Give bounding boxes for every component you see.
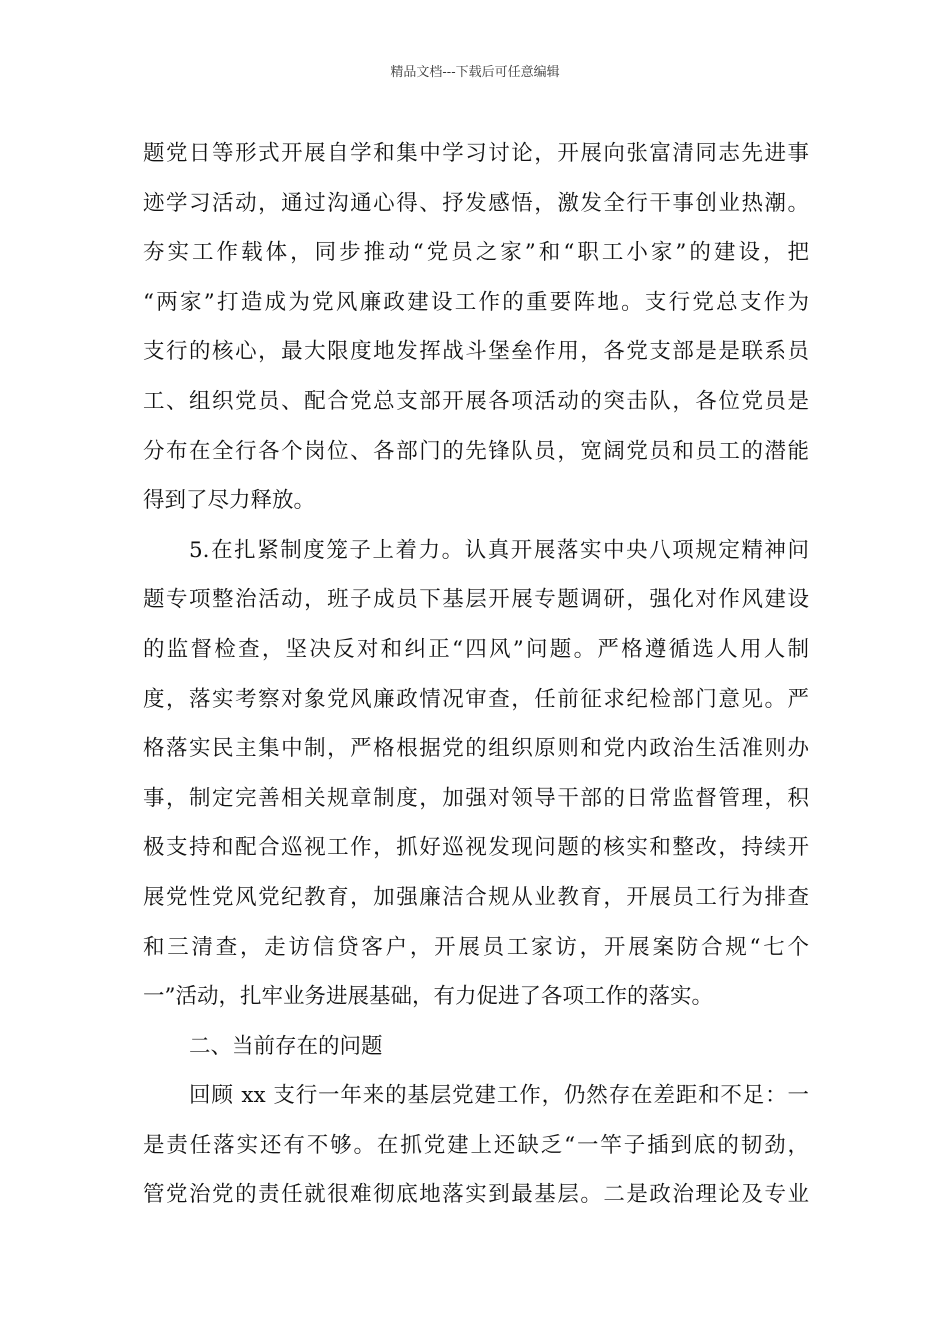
text-line: “两家”打造成为党风廉政建设工作的重要阵地。支行党总支作为 [143, 289, 809, 315]
text-line: 迹学习活动，通过沟通心得、抒发感悟，激发全行干事创业热潮。 [143, 190, 809, 216]
text-line: 管党治党的责任就很难彻底地落实到最基层。二是政治理论及专业 [143, 1182, 809, 1208]
paragraph-start-line: 5.在扎紧制度笼子上着力。认真开展落实中央八项规定精神问 [189, 537, 809, 563]
section-heading: 二、当前存在的问题 [189, 1033, 383, 1059]
text-line: 题党日等形式开展自学和集中学习讨论，开展向张富清同志先进事 [143, 141, 809, 166]
text-line: 得到了尽力释放。 [143, 488, 316, 514]
text-line: 是责任落实还有不够。在抓党建上还缺乏“一竿子插到底的韧劲， [143, 1132, 809, 1158]
text-line: 分布在全行各个岗位、各部门的先锋队员，宽阔党员和员工的潜能 [143, 438, 809, 464]
text-line: 和三清查，走访信贷客户，开展员工家访，开展案防合规“七个 [143, 934, 809, 960]
text-line: 度，落实考察对象党风廉政情况审查，任前征求纪检部门意见。严 [143, 686, 809, 712]
text-line: 的监督检查，坚决反对和纠正“四风”问题。严格遵循选人用人制 [143, 636, 809, 662]
document-body [143, 129, 809, 1220]
text-line: 支行的核心，最大限度地发挥战斗堡垒作用，各党支部是是联系员 [143, 339, 809, 365]
page-header: 精品文档---下载后可任意编辑 [390, 65, 560, 80]
text-line: 题专项整治活动，班子成员下基层开展专题调研，强化对作风建设 [143, 587, 809, 613]
text-line: 展党性党风党纪教育，加强廉洁合规从业教育，开展员工行为排查 [143, 884, 809, 910]
text-line: 工、组织党员、配合党总支部开展各项活动的突击队，各位党员是 [143, 388, 809, 414]
text-line: 夯实工作载体，同步推动“党员之家”和“职工小家”的建设，把 [143, 240, 809, 266]
text-line: 极支持和配合巡视工作，抓好巡视发现问题的核实和整改，持续开 [143, 835, 809, 861]
text-line: 事，制定完善相关规章制度，加强对领导干部的日常监督管理，积 [143, 785, 809, 811]
text-line: 格落实民主集中制，严格根据党的组织原则和党内政治生活准则办 [143, 736, 809, 762]
text-line: 一”活动，扎牢业务进展基础，有力促进了各项工作的落实。 [143, 984, 713, 1010]
paragraph-start-line: 回顾 xx 支行一年来的基层党建工作，仍然存在差距和不足：一 [189, 1083, 809, 1109]
